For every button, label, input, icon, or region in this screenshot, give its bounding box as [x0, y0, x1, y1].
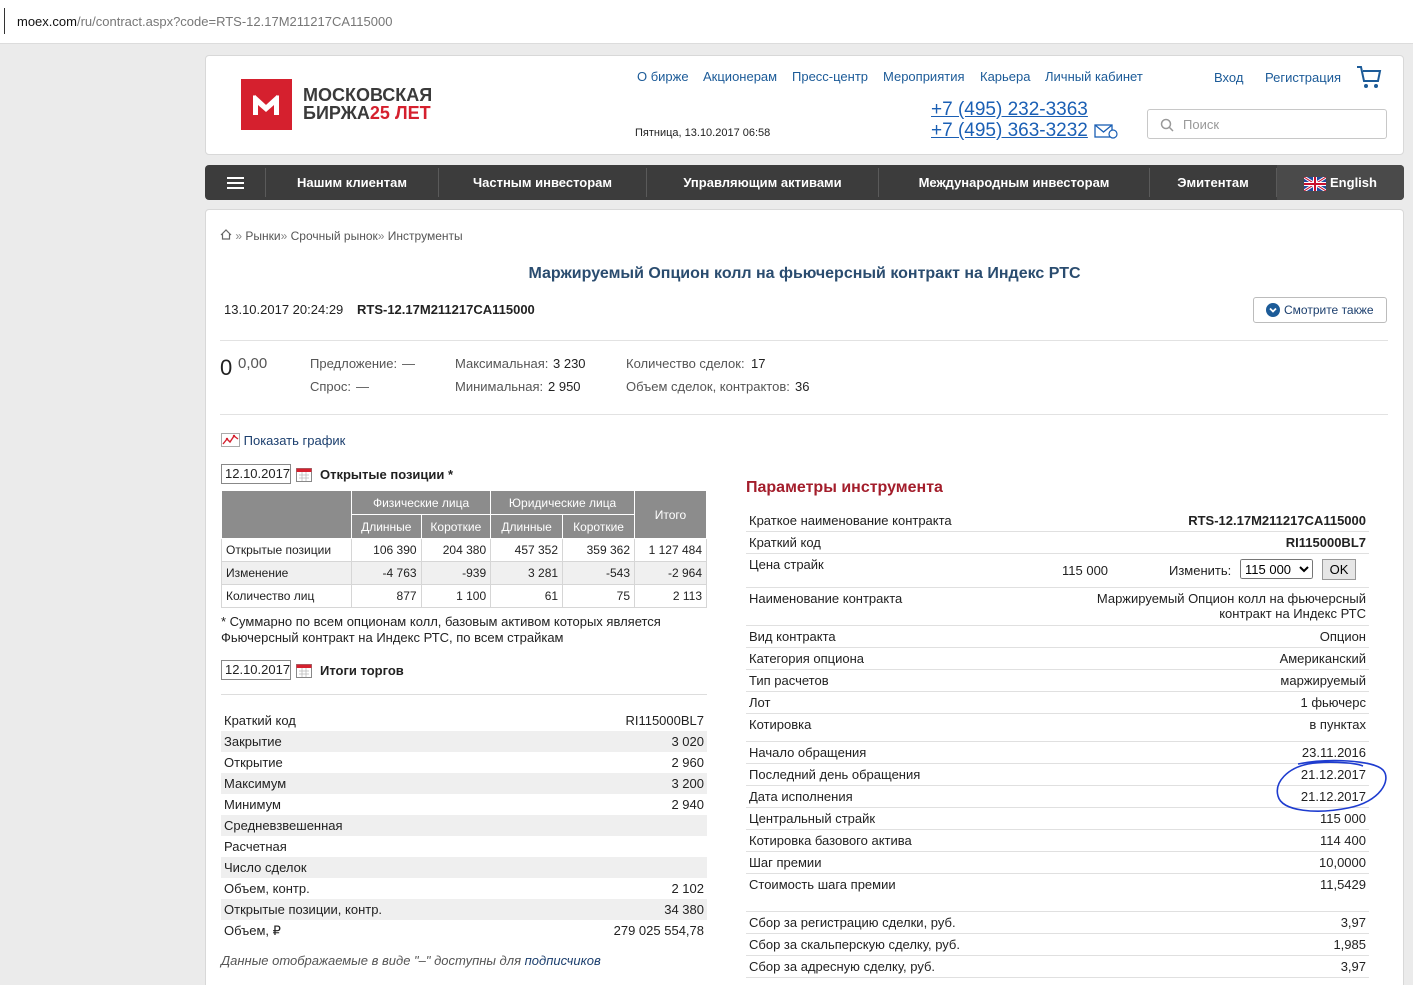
result-label: Закрытие [224, 734, 282, 749]
param-label: Стоимость шага премии [749, 877, 896, 892]
menu-icon [227, 177, 244, 189]
url-text[interactable] [17, 14, 392, 29]
result-row [221, 815, 707, 836]
min-value: 2 950 [548, 379, 581, 394]
param-label: Шаг премии [749, 855, 822, 870]
offer-label: Предложение: [310, 356, 398, 371]
toplink-career[interactable]: Карьера [980, 69, 1031, 84]
params-title: Параметры инструмента [746, 479, 943, 496]
logo-text[interactable] [303, 86, 432, 122]
table-header-total: Итого [635, 491, 707, 539]
cell: 877 [352, 585, 422, 608]
footnote-line2: Фьючерсный контракт на Индекс РТС, по всем страйкам [221, 630, 564, 645]
show-chart-link[interactable] [221, 433, 345, 448]
result-label: Средневзвешенная [224, 818, 343, 833]
result-value: 2 102 [671, 881, 704, 896]
breadcrumb: » Рынки» Срочный рынок» Инструменты [220, 229, 463, 243]
param-row [746, 692, 1369, 714]
param-row [746, 714, 1369, 742]
result-row [221, 920, 707, 941]
param-row [746, 532, 1369, 554]
mail-icon[interactable] [1094, 124, 1118, 142]
param-row [746, 830, 1369, 852]
param-value: 114 400 [1319, 833, 1366, 848]
open-positions-table [221, 490, 707, 608]
result-label: Объем, ₽ [224, 923, 281, 938]
breadcrumb-instruments[interactable]: Инструменты [387, 229, 463, 243]
logo-line2: БИРЖА [303, 103, 370, 123]
contract-code: RTS-12.17M211217CA115000 [357, 302, 535, 317]
table-header-legal: Юридические лица [491, 491, 635, 515]
result-row [221, 710, 707, 731]
result-row [221, 731, 707, 752]
param-label: Наименование контракта [749, 591, 903, 606]
result-row [221, 899, 707, 920]
param-label: Последний день обращения [749, 767, 921, 782]
result-row [221, 794, 707, 815]
ok-button[interactable]: OK [1322, 559, 1356, 580]
param-label: Начало обращения [749, 745, 867, 760]
table-header-short: Короткие [421, 515, 491, 539]
param-row [746, 626, 1369, 648]
param-value: 10,0000 [1319, 855, 1366, 870]
param-row [746, 670, 1369, 692]
param-label: Лот [749, 695, 771, 710]
result-value: 3 020 [671, 734, 704, 749]
cell: 106 390 [352, 539, 422, 562]
phone-2[interactable]: +7 (495) 363-3232 [931, 120, 1088, 141]
last-price: 0 [220, 355, 233, 380]
volume-label: Объем сделок, контрактов: [626, 379, 790, 394]
calendar-icon[interactable] [296, 467, 312, 482]
login-link[interactable]: Вход [1214, 70, 1244, 85]
result-value: 3 200 [671, 776, 704, 791]
table-header-individuals: Физические лица [352, 491, 491, 515]
moex-logo[interactable] [241, 79, 292, 130]
open-positions-date-input[interactable]: 12.10.2017 [221, 464, 291, 484]
cart-icon[interactable] [1356, 64, 1382, 93]
chart-icon [221, 433, 240, 447]
param-row [746, 588, 1369, 626]
main-nav [205, 165, 1404, 200]
search-placeholder: Поиск [1183, 117, 1220, 132]
param-value: 3,97 [1340, 915, 1366, 930]
param-value: маржируемый [1280, 673, 1366, 688]
nav-english[interactable] [1277, 165, 1404, 200]
param-label: Вид контракта [749, 629, 836, 644]
subscribers-note-text: Данные отображаемые в виде "–" доступны для [221, 953, 525, 968]
cell: 1 127 484 [635, 539, 707, 562]
table-header-short: Короткие [563, 515, 635, 539]
param-value: 1,985 [1333, 937, 1366, 952]
open-positions-title: Открытые позиции * [320, 467, 454, 482]
page-title: Маржируемый Опцион колл на фьючерсный контракт на Индекс РТС [528, 265, 1081, 282]
offer-value: — [402, 356, 415, 371]
logo-mark-icon [241, 79, 292, 130]
logo-line1: МОСКОВСКАЯ [303, 85, 433, 105]
home-icon[interactable] [220, 229, 232, 240]
param-row [746, 874, 1369, 912]
param-row [746, 956, 1369, 978]
uk-flag-icon [1304, 177, 1326, 191]
nav-asset-managers[interactable]: Управляющим активами [683, 175, 842, 190]
annotation-circle [1268, 758, 1393, 816]
result-row [221, 752, 707, 773]
cell: -939 [421, 562, 491, 585]
param-label: Краткий код [749, 535, 821, 550]
param-value: Опцион [1319, 629, 1366, 644]
breadcrumb-derivatives[interactable]: Срочный рынок [290, 229, 378, 243]
deals-label: Количество сделок: [626, 356, 745, 371]
table-row [222, 585, 707, 608]
max-label: Максимальная: [455, 356, 549, 371]
chevron-down-circle-icon [1266, 303, 1280, 317]
bid-label: Спрос: [310, 379, 351, 394]
result-row [221, 773, 707, 794]
param-label: Котировка [749, 717, 812, 732]
result-label: Открытие [224, 755, 283, 770]
subscribers-link[interactable]: подписчиков [524, 953, 601, 968]
cell: 61 [491, 585, 563, 608]
english-label: English [1330, 175, 1377, 190]
change-label: Изменить: [1169, 563, 1232, 578]
param-value: 21.12.2017 [1300, 767, 1366, 782]
param-row [746, 912, 1369, 934]
param-label: Категория опциона [749, 651, 865, 666]
param-row [746, 934, 1369, 956]
result-value: 2 940 [671, 797, 704, 812]
param-label: Дата исполнения [749, 789, 853, 804]
current-datetime: Пятница, 13.10.2017 06:58 [635, 127, 771, 139]
strike-label: Цена страйк [749, 557, 824, 572]
param-label: Тип расчетов [749, 673, 829, 688]
result-value: RI115000BL7 [625, 713, 704, 728]
row-label: Изменение [222, 562, 352, 585]
param-label: Сбор за регистрацию сделки, руб. [749, 915, 956, 930]
result-row [221, 878, 707, 899]
calendar-icon[interactable] [296, 663, 312, 678]
toplink-events[interactable]: Мероприятия [883, 69, 965, 84]
param-value: 11,5429 [1319, 877, 1366, 892]
param-value: RTS-12.17M211217CA115000 [1188, 513, 1366, 528]
url-path: /ru/contract.aspx?code=RTS-12.17M211217CA115000 [76, 14, 393, 29]
result-label: Открытые позиции, контр. [224, 902, 383, 917]
result-label: Число сделок [224, 860, 307, 875]
search-icon [1160, 118, 1174, 132]
param-value: 3,97 [1340, 959, 1366, 974]
cell: 359 362 [563, 539, 635, 562]
result-value: 279 025 554,78 [613, 923, 704, 938]
price-change: 0,00 [238, 355, 268, 372]
toplink-cabinet[interactable]: Личный кабинет [1045, 69, 1143, 84]
param-value: 1 фьючерс [1300, 695, 1366, 710]
param-value: RI115000BL7 [1285, 535, 1366, 550]
param-label: Краткое наименование контракта [749, 513, 952, 528]
volume-value: 36 [795, 379, 810, 394]
divider [220, 414, 1388, 415]
param-value: в пунктах [1309, 717, 1366, 732]
cell: 3 281 [491, 562, 563, 585]
logo-badge: 25 ЛЕТ [369, 103, 431, 123]
toplink-shareholders[interactable]: Акционерам [703, 69, 778, 84]
nav-clients[interactable]: Нашим клиентам [297, 175, 407, 190]
address-bar[interactable] [0, 0, 1413, 44]
result-label: Краткий код [224, 713, 296, 728]
table-header-long: Длинные [491, 515, 563, 539]
result-label: Расчетная [224, 839, 287, 854]
footnote-line1: * Суммарно по всем опционам колл, базовым активом которых является [221, 614, 661, 629]
deals-value: 17 [751, 356, 766, 371]
cell: -4 763 [352, 562, 422, 585]
subscribers-note [221, 953, 601, 968]
table-header-empty [222, 491, 352, 539]
result-label: Максимум [224, 776, 287, 791]
cell: 1 100 [421, 585, 491, 608]
min-label: Минимальная: [455, 379, 544, 394]
row-label: Открытые позиции [222, 539, 352, 562]
param-label: Сбор за скальперскую сделку, руб. [749, 937, 960, 952]
param-row-strike [746, 554, 1369, 588]
cell: -2 964 [635, 562, 707, 585]
nav-international-investors[interactable]: Международным инвесторам [918, 175, 1110, 190]
toplink-about[interactable]: О бирже [637, 69, 689, 84]
result-value: 2 960 [671, 755, 704, 770]
result-label: Объем, контр. [224, 881, 310, 896]
nav-issuers[interactable]: Эмитентам [1177, 175, 1249, 190]
param-row [746, 510, 1369, 532]
breadcrumb-markets[interactable]: Рынки [245, 229, 281, 243]
param-value: 23.11.2016 [1301, 745, 1366, 760]
table-row [222, 539, 707, 562]
cell: 2 113 [635, 585, 707, 608]
register-link[interactable]: Регистрация [1265, 70, 1341, 85]
quote-timestamp: 13.10.2017 20:24:29 [224, 302, 344, 317]
param-value: 115 000 [1319, 811, 1366, 826]
cell: 204 380 [421, 539, 491, 562]
strike-value: 115 000 [1062, 563, 1109, 578]
param-value-line2: контракт на Индекс РТС [1219, 606, 1366, 621]
result-row [221, 857, 707, 878]
show-chart-label: Показать график [243, 433, 346, 448]
result-value: 34 380 [664, 902, 704, 917]
strike-select[interactable] [1240, 559, 1313, 579]
url-domain: moex.com [17, 14, 77, 29]
phone-1[interactable]: +7 (495) 232-3363 [931, 99, 1088, 120]
trading-results-date-input[interactable]: 12.10.2017 [221, 660, 291, 680]
row-label: Количество лиц [222, 585, 352, 608]
param-value: 21.12.2017 [1300, 789, 1366, 804]
cell: 75 [563, 585, 635, 608]
cell: 457 352 [491, 539, 563, 562]
max-value: 3 230 [553, 356, 586, 371]
param-value-line1: Маржируемый Опцион колл на фьючерсный [1096, 591, 1366, 606]
divider [221, 694, 707, 695]
trading-results-title: Итоги торгов [320, 663, 404, 678]
menu-button[interactable] [205, 165, 265, 200]
param-row [746, 648, 1369, 670]
see-also-label: Смотрите также [1284, 303, 1374, 317]
text-cursor [4, 8, 5, 34]
see-also-button[interactable] [1253, 297, 1387, 323]
param-label: Сбор за адресную сделку, руб. [749, 959, 936, 974]
table-header-long: Длинные [352, 515, 422, 539]
param-value: Американский [1279, 651, 1366, 666]
table-row [222, 562, 707, 585]
nav-private-investors[interactable]: Частным инвесторам [472, 175, 613, 190]
toplink-press[interactable]: Пресс-центр [792, 69, 869, 84]
result-row [221, 836, 707, 857]
result-label: Минимум [224, 797, 281, 812]
search-box[interactable] [1147, 109, 1387, 139]
divider [220, 340, 1388, 341]
bid-value: — [356, 379, 369, 394]
cell: -543 [563, 562, 635, 585]
param-row [746, 852, 1369, 874]
param-label: Котировка базового актива [749, 833, 912, 848]
param-label: Центральный страйк [749, 811, 876, 826]
